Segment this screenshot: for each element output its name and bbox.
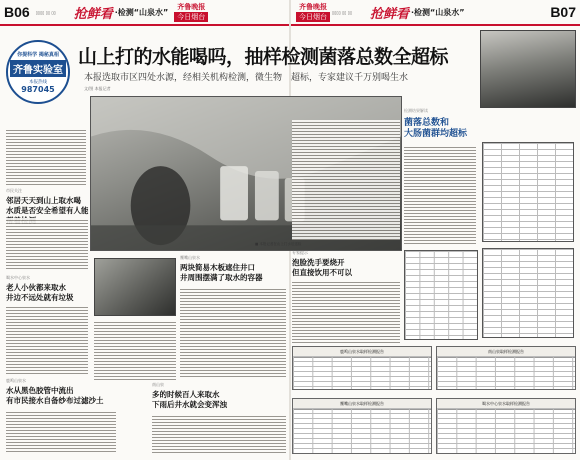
left-page-number: B06 xyxy=(4,4,30,20)
right-page-header xyxy=(290,0,580,26)
subhead-1-tag: 市民关注 xyxy=(6,188,22,193)
subhead-6-text xyxy=(292,280,400,344)
right-page-number: B07 xyxy=(550,4,576,20)
subhead-4-tag: 鹿鸣山泉水 xyxy=(6,378,26,383)
data-table-middle xyxy=(404,250,478,340)
right-section-title: ·检测“山泉水” xyxy=(411,7,465,17)
article-byline: 文/图 本报记者 xyxy=(84,86,111,91)
report-table-1-body xyxy=(293,356,431,389)
middle-text-column xyxy=(94,320,176,380)
body-text-column xyxy=(6,128,86,186)
report-table-4-title: 喝水中心泉水取样检测报告 xyxy=(437,399,575,410)
article-deck: 本报选取市区四处水源，经相关机构检测，微生物 超标，专家建议千万别喝生水 xyxy=(84,73,409,83)
small-photo-well xyxy=(94,258,176,316)
report-table-4 xyxy=(436,398,576,454)
stamp-number: 987045 xyxy=(21,84,55,94)
stamp-name: 齐鲁实验室 xyxy=(10,60,66,77)
subhead-5: 多的时候百人来取水 下雨后井水就会变浑浊 xyxy=(152,390,227,409)
box-text xyxy=(404,145,476,245)
subhead-5-text xyxy=(152,414,286,454)
subhead-6: 泡脸洗手要烧开 但直接饮用不可以 xyxy=(292,258,352,277)
data-table-upper xyxy=(482,142,574,242)
left-date-box: ▯▯▯▯ ▯▯ ▯▯ xyxy=(35,9,56,15)
data-table-lower xyxy=(482,248,574,338)
report-table-2-body xyxy=(437,356,575,389)
stamp-top-text: 你提科学 揭秘真相 xyxy=(17,51,59,58)
report-table-3-body xyxy=(293,408,431,453)
subhead-1-text xyxy=(6,218,88,270)
report-table-3 xyxy=(292,398,432,454)
report-table-1-title: 鹿鸣山泉水取样检测报告 xyxy=(293,347,431,358)
report-table-2 xyxy=(436,346,576,390)
subhead-3-text xyxy=(180,287,286,379)
left-section-brand: 抢鲜看 xyxy=(73,6,113,22)
subhead-2-text xyxy=(6,305,88,375)
report-table-2-title: 南山泉取样检测报告 xyxy=(437,347,575,358)
main-headline: 山上打的水能喝吗，抽样检测菌落总数全超标 xyxy=(78,46,449,68)
main-photo-caption: ■ 本报记者在山上打水后送检 xyxy=(255,242,302,246)
left-paper-logo xyxy=(174,2,208,22)
subhead-2-tag: 喝水中心泉水 xyxy=(6,275,30,280)
right-date-box: ▯▯▯▯ ▯▯ ▯▯ xyxy=(332,9,353,15)
subhead-3: 两块简易木板遮住井口 井周围摆满了取水的容器 xyxy=(180,263,263,282)
stamp-circle xyxy=(6,40,70,104)
right-paper-logo xyxy=(296,2,330,22)
data-table-upper-grid xyxy=(483,143,573,241)
box-headline: 菌落总数和 大肠菌群均超标 xyxy=(404,118,468,139)
data-table-lower-grid xyxy=(483,249,573,337)
right-paper-name: 齐鲁晚报 xyxy=(299,2,327,11)
right-middle-text xyxy=(292,120,400,240)
left-edition-label: 今日烟台 xyxy=(174,12,208,22)
subhead-2: 老人小伙都来取水 井边不远处就有垃圾 xyxy=(6,283,74,302)
data-table-middle-grid xyxy=(405,251,477,339)
report-table-4-body xyxy=(437,408,575,453)
lab-stamp xyxy=(6,40,70,120)
subhead-3-tag: 鹰嘴山泉水 xyxy=(180,255,200,260)
left-paper-name: 齐鲁晚报 xyxy=(177,2,206,11)
subhead-4: 水从黑色胶管中流出 有市民接水自备纱布过滤沙土 xyxy=(6,386,104,405)
left-page-header xyxy=(0,0,290,26)
subhead-6-tag: 专家提示 xyxy=(292,250,308,255)
left-section-title: ·检测“山泉水” xyxy=(114,7,169,17)
subhead-5-tag: 南山泉 xyxy=(152,382,164,387)
subhead-4-text xyxy=(6,410,116,454)
right-photo xyxy=(480,30,576,108)
right-edition-label: 今日烟台 xyxy=(296,12,330,22)
stamp-bottom-text: 本报热线 xyxy=(29,79,47,85)
report-table-3-title: 鹰嘴山泉水取样检测报告 xyxy=(293,399,431,410)
right-section-brand: 抢鲜看 xyxy=(370,6,410,22)
report-table-1 xyxy=(292,346,432,390)
box-tag: 检测结果解读 xyxy=(404,108,428,113)
subhead-1: 邻居天天到山上取水喝 水质是否安全希望有人能 xyxy=(6,196,89,215)
